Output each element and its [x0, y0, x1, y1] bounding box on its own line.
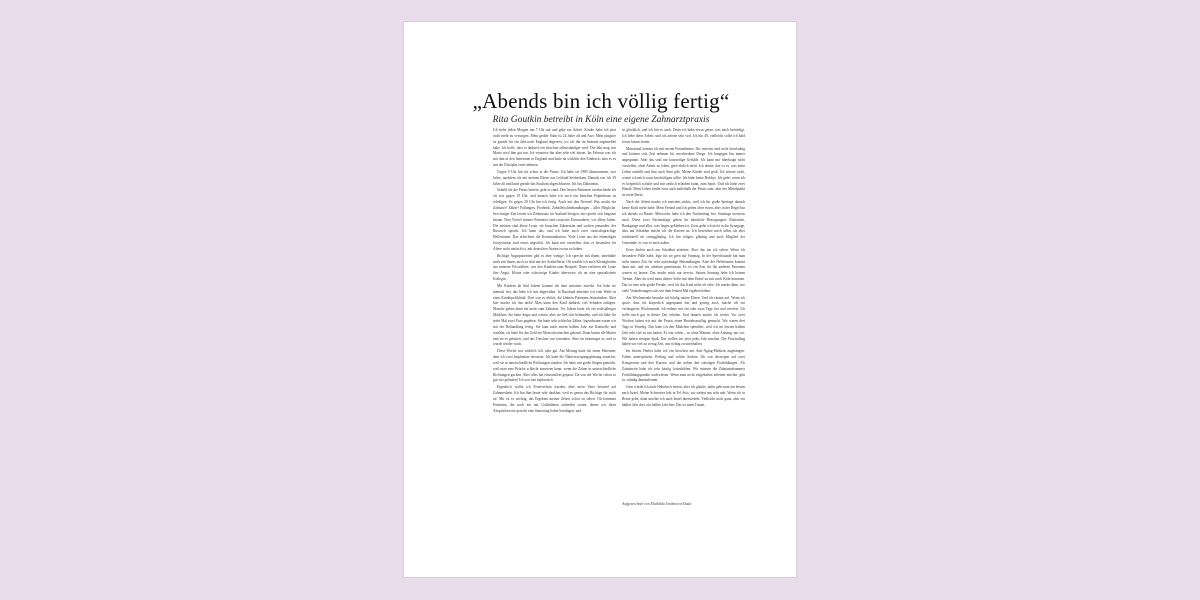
article-headline: „Abends bin ich völlig fertig“ [472, 89, 730, 113]
paragraph: Manchmal kommt ich mit meine Freundinnen. Die meisten sind nicht berufstätig und können sich Zeit nehmen für verschiedene Dinge. Ich hingegen bin immer angespannt. Aber das sind nur kurzzeitige Gefühle. Ich kann mir überhaupt nicht vorstellen, ohne Arbeit zu leben, gern ehrlich nicht. Ich denke, das ist es, was mein Leben ausfüllt und ihm auch Sinn gibt. Meine Kinder sind groß. Ich wüsste nicht, womit ich mich sonst beschäftigen sollte. Ich habe keine Hobbys. Ich gehe, wenn ich es körperlich schaffe und mir zeitlich erlauben kann, zum Sport. Und ich habe zwei Hunde. Mein Leben findet zwar auch außerhalb der Praxis statt, aber der Mittelpunkt ist mein Beruf. [622, 146, 745, 198]
paragraph: Feste dürfen auch am Schabbat arbeiten. Aber das tue ich selten. Wenn ich besondere Fälle habe, lege ich sie gern auf Sonntag. In der Sprechstunde bat man nicht immer Zeit für sehr aufwändige Behandlungen. Eine der Helferinnen kommt dann mit, und wir arbeiten gemeinsam. Es ist ein Arzt für die anderen Patienten warten zu lassen. Das macht mich nur nervös. Seinen Sonntag habe ich keinen Termin. Aber da wird mein älterer Sohn mit dem Enkel zu mir nach Köln kommen. Das ist eine sehr große Freude, weil ich das Kind nicht oft sehe. Ich merke dann, wie viele Veränderungen sich seit dem letzten Mal ergeben haben. [622, 247, 745, 293]
paragraph: Gern würde ich auch Hebräisch lernen, aber ich glaube, dafür geht man am besten nach Israel. Meine Schwester lebt in Tel Aviv, wir stehen uns sehr nah. Wenn ich in Rente gehe, dann möchte ich nach Israel übersiedeln. Vielleicht noch ganz, aber ein halbes Jahr dort, ein halbes Jahr hier. Das ist mein Traum. [622, 385, 745, 407]
paragraph: Nach der Arbeit mache ich meistens nichts, weil ich für große Sprünge danach keine Kraft mehr habe. Mein Freund und ich gehen öfter essen, aber in der Regel bin ich abends zu Hause. Mittwochs habe ich den Nachmittag frei. Sonntags meistens auch. Diese zwei Nachmittage gelten für häusliche Besorgungen: Einkaufen, Bankgänge und alles, was liegen geblieben ist. Zwar gehe ich nicht in die Synagoge, aber am Schabbat mache ich die Kerzen an. Ich bezeichne mich selbst als eher traditionell als strenggläubig. Ich bin religiös gläubig und auch Mitglied der Gemeinde, es war es nach außen. [622, 200, 745, 246]
paragraph: Diese Woche war wirklich toll, oder gut. Am Montag hatte ich einen Patienten, dem ich zwei Implantate einsetzte. Ich habe die Nahtversorgungsplanung zunächst, weil sie in unterschiedliche Richtungen standen. Ich hatte mir große Sorgen gemacht, weil man eine Brücke schlecht einsetzen kann, wenn die Zähne in unterschiedliche Richtungen gucken. Aber alles hat einwandfrei gepasst. Da war die Woche schon so gut wie gelaufen! Ich war fast euphorisch. [493, 349, 616, 383]
paragraph: Mit Kindern ab fünf Jahren komme ich aber meistens zurecht. Ich habe sie niemals frei, das habe ich mir abgewöhnt. In Russland arbeitete ich eine Weile in einer Kinderpoliklinik. Dort war es üblich, die kleinen Patienten festzuhalten. Aber hier mache ich das nicht! Man kann den Kind dadurch viel Schaden zufügen: Manche gehen dann nie mehr zum Zahnarzt. Vor Jahren hatte ich ein sechsjähriges Mädchen. Sie hatte Angst und weinte, aber sie ließ sich behandeln, und ich habe ihr jeder Mal zwei Euro gegeben. Sie hatte sehr schlechte Zähne. Irgendwann waren wir mit der Behandlung fertig. Sie kam nach einem halben Jahr zur Kontrolle und erzählte, sie hätte für das Geld ein Meerschweinchen gekauft. Dann hatten die Mutter und sie es gefuttert, und das Tierchen war ertrunken. Aber sie beantragte es, und es wurde wieder wach. [493, 283, 616, 347]
paragraph: Am Wochenende besuche ich häufig meine Eltern. Und ich räume auf. Wenn ich spüre, dass ich körperlich angespannt bin und geistig auch, mache ich ein verlängertes Wochenende. Ich nehme mir ein oder zwei Tage frei und verreise. Ich stelle mich gar in dieser Zeit erholen. Und danach mache ich weiter. Vor zwei Wochen haben wir mit der Praxis einen Betriebsausflug gemacht. Wir waren drei Tage in Venedig. Das habe ich den Mädchen spendiert, weil wir im letzten halben Jahr sehr viel zu tun hatten. Es war schön – so ohne Männer, ohne Anhang, nur wir. Wir hatten riesigen Spaß. Das wollen wir jetzt jedes Jahr machen. Der Praxisalltag haben wir viel zu wenig Zeit, uns richtig zu unterhalten. [622, 295, 745, 347]
paragraph: Im letzten Herbst habe ich ein bisschen mit Anti-Aging-Medizin angefangen: Falten unterspritzen, Peeling und solche Sachen. Ich war deswegen auf zwei Kongressen und drei Kursen, und das neben den sonstigen Fortbildungen. Als Zahnärztin habe ich sehr häufig fortzubilden. Wir müssen die Zahnärztekammer Fortbildungspunkte nachweisen. Wenn man nicht eingehalten arbeiten möchte, gibt es, ständig dazuzulernen. [622, 349, 745, 383]
paragraph: Sobald ich die Praxis betrete, geht es rund. Den letzten Patienten verabschiede ich oft erst gegen 19 Uhr, und danach habe ich noch ein bisschen Papierkram zu erledigen. So gegen 20 Uhr bin ich fertig. Auch mit den Nerven! Was macht ein Zahnarzt? Zähne! Füllungen, Prothetik, Zahnfleischbehandlungen – alles Mögliche. Seit einiger Zeit lassen wir Zahnersatz im Ausland fertigen, das spricht sich langsam herum. Drei Viertel meiner Patienten sind russische Einwanderer, vor allem Juden. Die meisten sind ältere Leute, sie brauchen Zahnersatz und suchen jemanden, der Russisch spricht. Ich kann das, und ich habe auch zwei russischsprachige Helferinnen. Das erleichtert die Kommunikation. Viele Leute aus der ehemaligen Sowjetunion sind etwas ängstlich. Ich kann mir vorstellen, dass es besonders für Ältere nicht einfach ist, mit deutschen Ärzten zu tun zu haben. [493, 188, 616, 251]
paragraph: Ich stehe jeden Morgen um 7 Uhr auf und gehe zur Arbeit. Kinder habe ich jetzt nicht mehr zu versorgen. Mein großer Sohn ist 24 Jahre alt und Arzt. Mein jüngster ist gerade für ein Jahr nach England abgereist, wo ich ihn im Internat angemeldet habe. Ich hoffe, dass er dadurch ein bisschen selbstständiger wird. Die Jahr mag von Maria wird ihm gut tun. Ich vermisse ihn aber sehr viel davon. Im Februar war ich mit ihm in den Internaten in England und hatte da wirklich den Eindruck, dass es es mit der Disziplin ernst nehmen. [493, 128, 616, 168]
right-column [622, 128, 745, 528]
paragraph: Eigentlich wollte ich Feuerwehrin werden, aber mein Vater bestand auf Zahnmedizin. Ich bin ihm heute sehr dankbar, weil es genau das Richtige für mich ist! Mir ist es wichtig, das Ergebnis meiner Arbeit sofort zu sehen. Oft kommen Patienten, die noch nie mit Goldzähnen zufrieden waren, denen wir ihren Ansprüchen nie gerecht eine Sanierung lieber beruhigen, und [493, 385, 616, 413]
paragraph: Gegen 9 Uhr bin ich schon in der Praxis. Ich habe sie 1985 übernommen, vier Jahre, nachdem ich mit meinen Eltern aus Leitland hierherkam. Damals war ich 29 Jahre alt und hatte gerade das Studium abgeschlossen. Ich bin Zahnärztin. [493, 169, 616, 186]
magazine-page [403, 21, 797, 578]
paragraph: Richtige Angstpatienten gibt es aber wenige. Ich spreche mit ihnen, unterhalte mich mit ihnen, auch zu dritt mit der Arzthelferin. Oft erzähle ich auch Kleinigkeiten aus meinem Privatleben, von den Kindern zum Beispiel. Dann verlieren die Leute ihre Angst. Kleine oder schwierige Kinder überweise ich an eine spezialisierte Kollegin. [493, 253, 616, 282]
left-column [493, 128, 616, 528]
article-credit: Aufgezeichnet von Mathilda Jordanova-Duda [622, 502, 692, 506]
article-subline: Rita Goutkin betreibt in Köln eine eigene Zahnarztpraxis [492, 115, 710, 125]
paragraph: so glücklich, und ich bin es auch. Denn ich habe etwas getan, was mich befriedigt. Ich liebe diese Arbeit, und ich arbeite sehr viel. Ich bin 49, vielleicht sollte ich bald etwas kürzer treten. [622, 128, 745, 144]
